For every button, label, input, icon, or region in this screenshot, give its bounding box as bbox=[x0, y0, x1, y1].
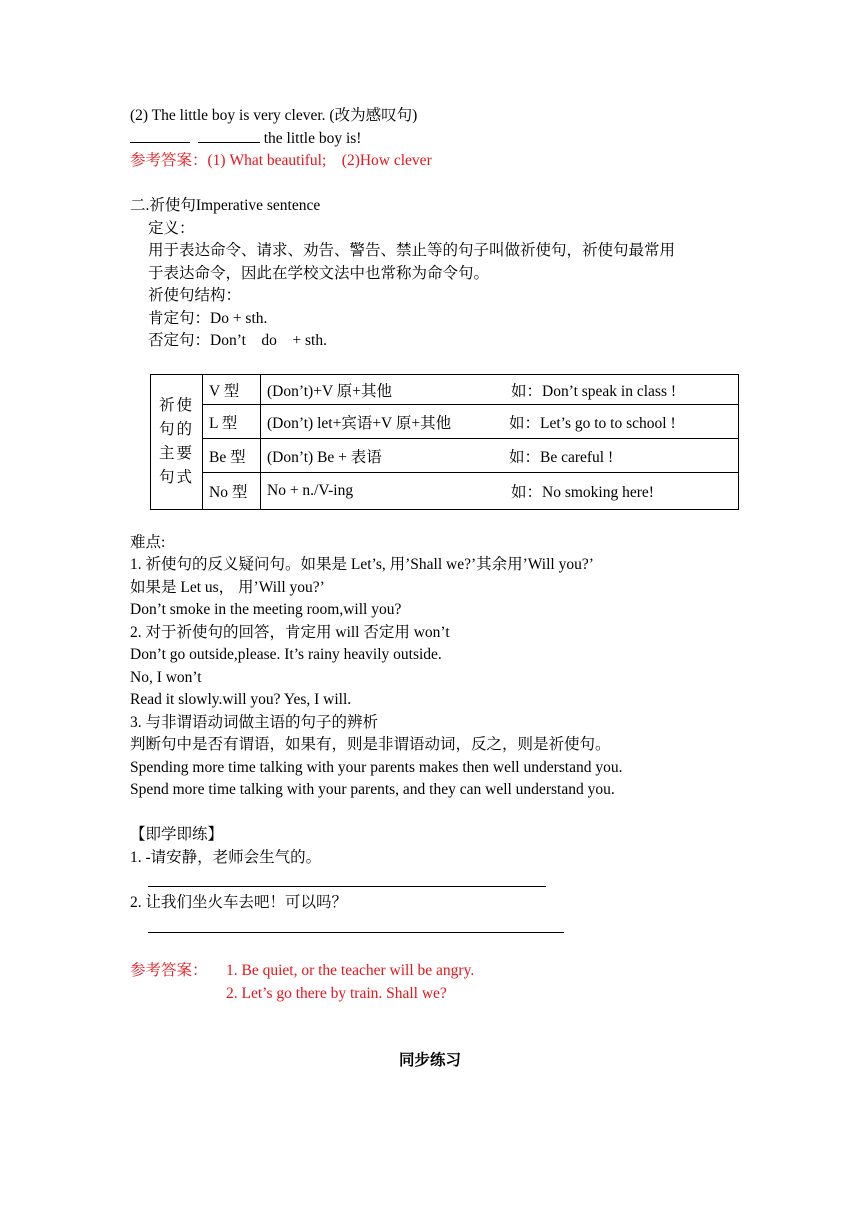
definition-line-2: 于表达命令，因此在学校文法中也常称为命令句。 bbox=[148, 265, 490, 282]
form-example: 如：No smoking here! bbox=[511, 484, 654, 501]
definition-label: 定义： bbox=[148, 220, 195, 237]
practice-question-2: 2. 让我们坐火车去吧！可以吗？ bbox=[130, 894, 348, 911]
question-2-blanks bbox=[130, 128, 361, 149]
blank-2[interactable] bbox=[198, 128, 260, 143]
difficulty-line: Don’t smoke in the meeting room,will you? bbox=[130, 601, 402, 618]
sync-practice-title: 同步练习 bbox=[398, 1052, 461, 1069]
table-row bbox=[151, 473, 739, 510]
table-row bbox=[151, 375, 739, 405]
difficulty-line: No, I won’t bbox=[130, 669, 202, 686]
form-structure-cell bbox=[261, 439, 739, 473]
form-structure: (Don’t)+V 原+其他 bbox=[267, 382, 392, 400]
practice-heading: 【即学即练】 bbox=[130, 826, 224, 843]
positive-structure: 肯定句：Do + sth. bbox=[148, 310, 268, 327]
table-head-cell bbox=[151, 375, 203, 510]
intro-answer: 参考答案：(1) What beautiful; (2)How clever bbox=[130, 152, 432, 169]
difficulty-line: 2. 对于祈使句的回答，肯定用 will 否定用 won’t bbox=[130, 624, 450, 641]
imperative-forms-table bbox=[150, 374, 739, 510]
form-structure: (Don’t) let+宾语+V 原+其他 bbox=[267, 414, 452, 432]
answer-line-1[interactable] bbox=[148, 886, 546, 887]
difficulty-line: Read it slowly.will you? Yes, I will. bbox=[130, 691, 352, 708]
form-example: 如：Let’s go to to school ! bbox=[509, 414, 676, 432]
difficulty-line: 1. 祈使句的反义疑问句。如果是 Let’s, 用’Shall we?’其余用’Will you?’ bbox=[130, 556, 594, 573]
difficulty-line: 判断句中是否有谓语，如果有，则是非谓语动词，反之，则是祈使句。 bbox=[130, 736, 611, 753]
practice-question-1: 1. -请安静，老师会生气的。 bbox=[130, 849, 322, 866]
difficulty-line: Don’t go outside,please. It’s rainy heavily outside. bbox=[130, 646, 442, 663]
difficulty-line: Spending more time talking with your parents makes then well understand you. bbox=[130, 759, 623, 776]
form-type: V 型 bbox=[203, 375, 261, 405]
question-2: (2) The little boy is very clever. (改为感叹句) bbox=[130, 107, 418, 124]
difficulty-line: 如果是 Let us， 用’Will you?’ bbox=[130, 579, 325, 596]
form-example: 如：Be careful ! bbox=[509, 448, 614, 466]
form-structure: (Don’t) Be + 表语 bbox=[267, 448, 382, 466]
form-type: No 型 bbox=[203, 473, 261, 510]
structure-label: 祈使句结构： bbox=[148, 287, 242, 304]
negative-structure: 否定句：Don’t do + sth. bbox=[148, 332, 327, 349]
difficulty-line: 3. 与非谓语动词做主语的句子的辨析 bbox=[130, 714, 379, 731]
table-row bbox=[151, 405, 739, 439]
form-structure: No + n./V-ing bbox=[267, 482, 354, 499]
difficulty-line: Spend more time talking with your parents, and they can well understand you. bbox=[130, 781, 615, 798]
answer-line-2[interactable] bbox=[148, 932, 564, 933]
table-row bbox=[151, 439, 739, 473]
form-structure-cell bbox=[261, 405, 739, 439]
form-structure-cell bbox=[261, 375, 739, 405]
difficulties-heading: 难点: bbox=[130, 534, 166, 551]
section-heading: 二.祈使句Imperative sentence bbox=[130, 197, 321, 214]
table-head: 祈使句的主要句式 bbox=[158, 397, 194, 486]
form-structure-cell bbox=[261, 473, 739, 510]
practice-answer-1: 1. Be quiet, or the teacher will be angry. bbox=[226, 962, 475, 979]
definition-line-1: 用于表达命令、请求、劝告、警告、禁止等的句子叫做祈使句，祈使句最常用 bbox=[148, 242, 676, 259]
form-example: 如：Don’t speak in class ! bbox=[511, 382, 677, 400]
practice-answer-2: 2. Let’s go there by train. Shall we? bbox=[226, 985, 447, 1002]
form-type: Be 型 bbox=[203, 439, 261, 473]
question-2-tail: the little boy is! bbox=[263, 130, 362, 147]
practice-answer-label: 参考答案： bbox=[130, 962, 208, 979]
form-type: L 型 bbox=[203, 405, 261, 439]
blank-1[interactable] bbox=[130, 128, 190, 143]
